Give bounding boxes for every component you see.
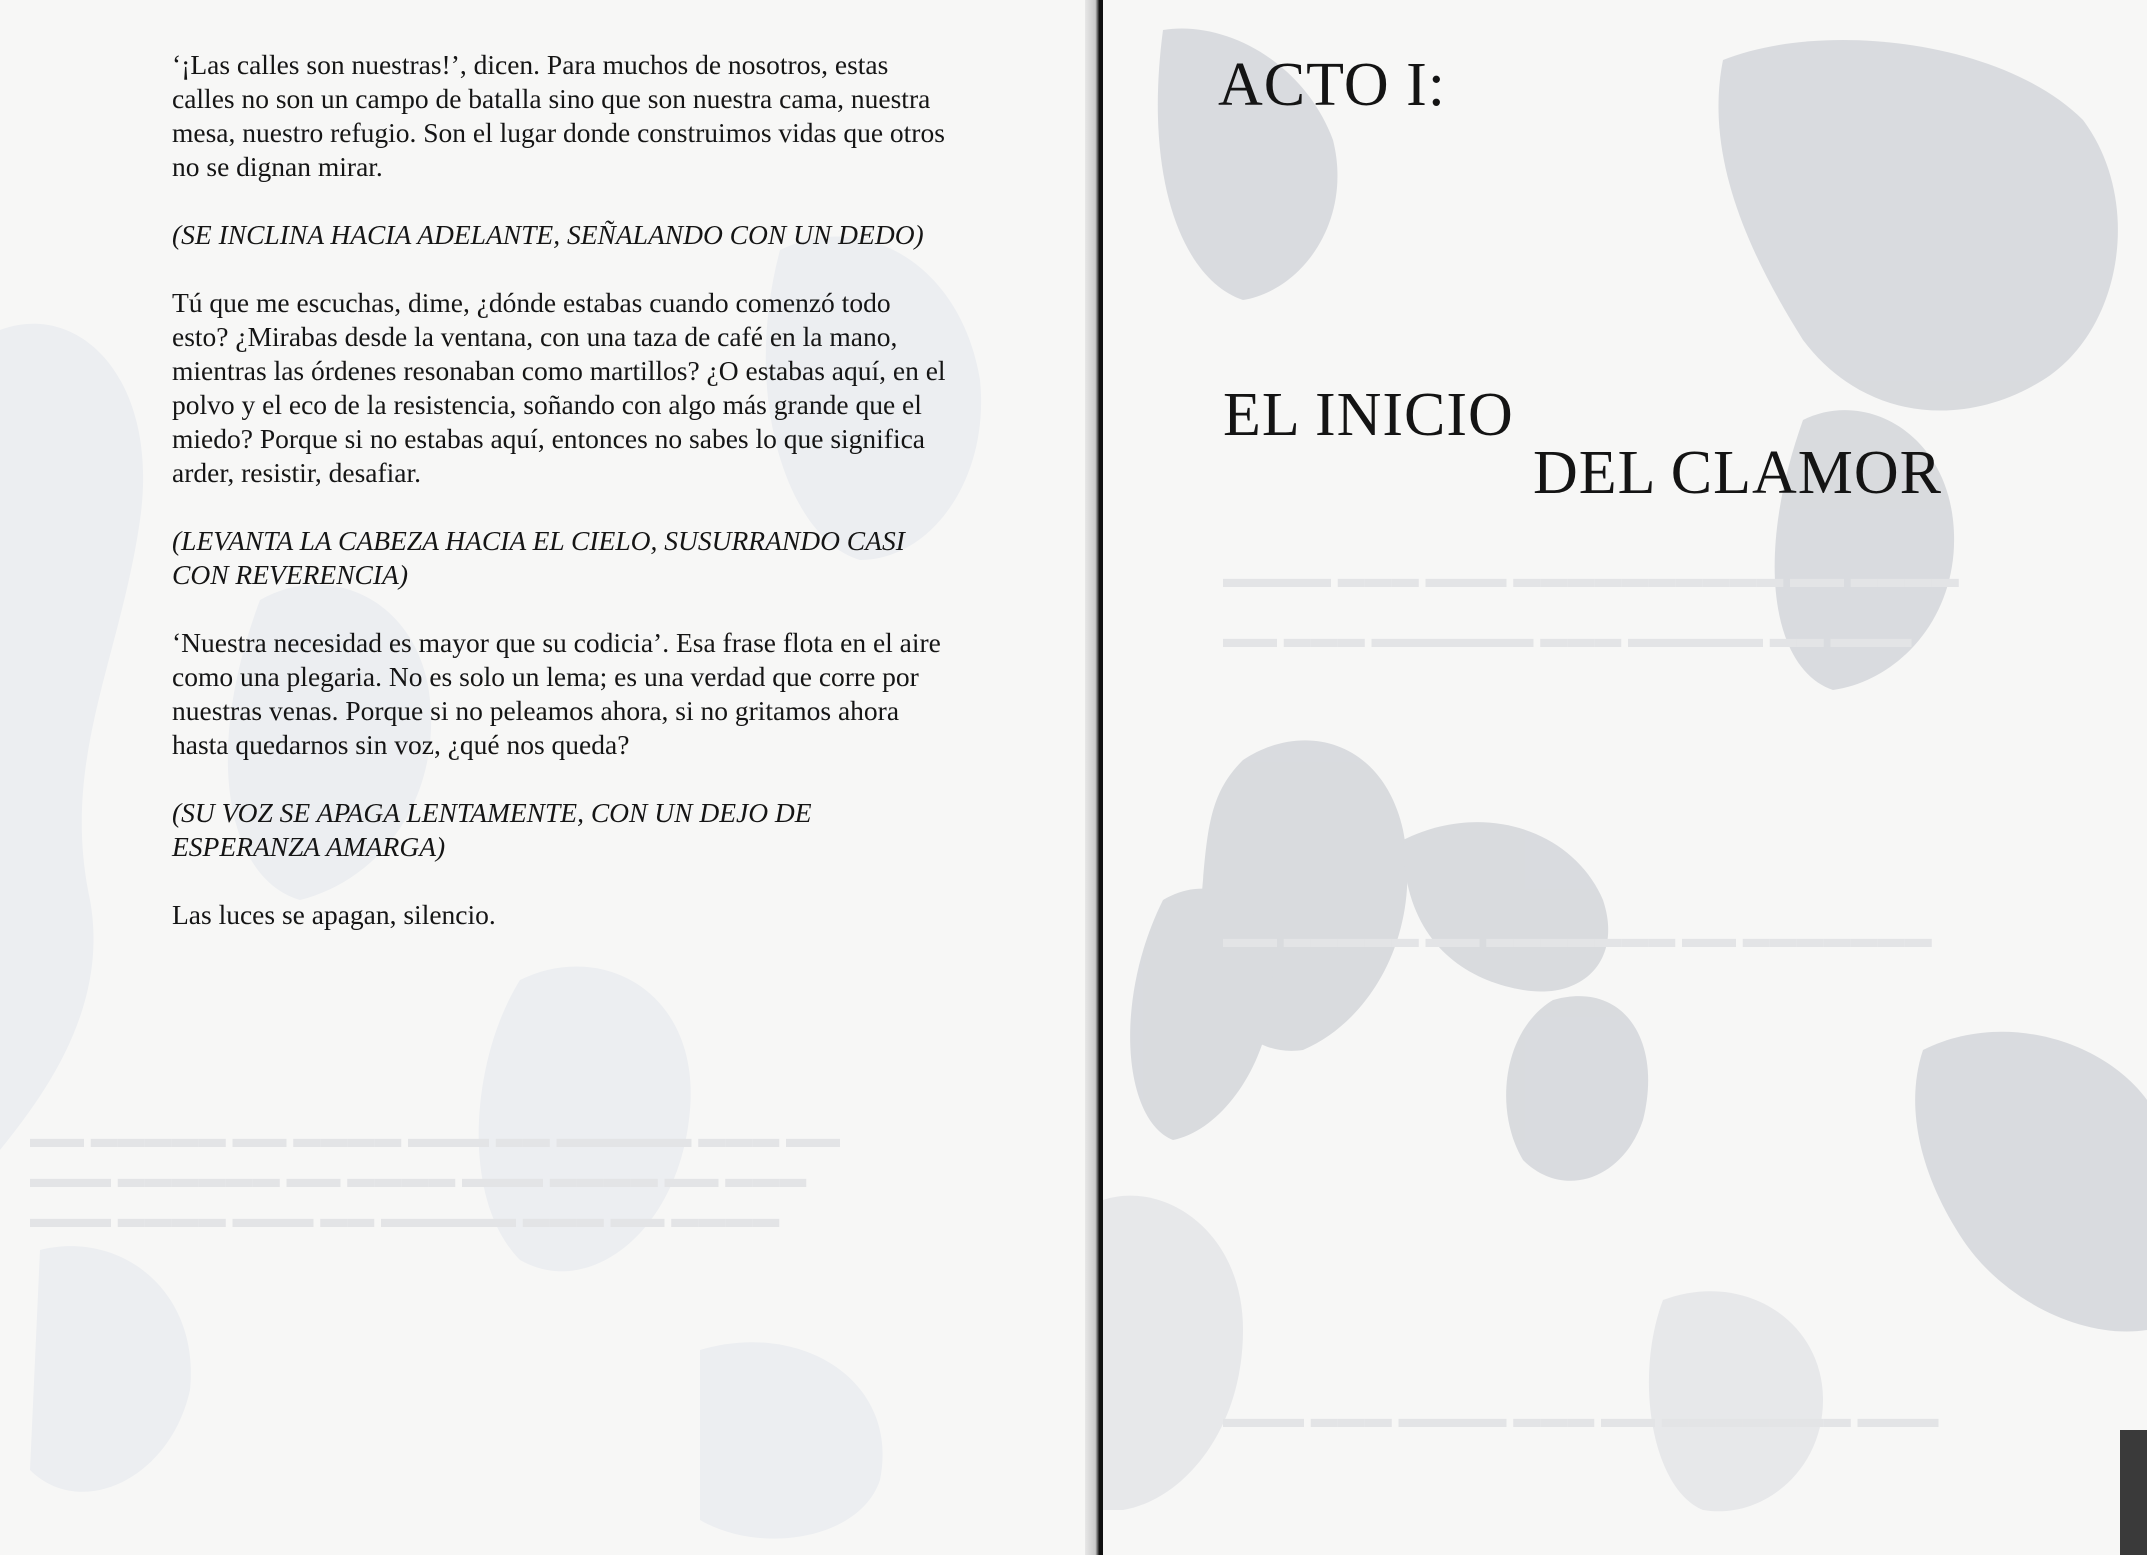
bleed-through-text: ▬▬▬▬▬▬▬ ▬▬ ▬▬▬▬▬▬▬ ▬▬ ▬▬▬▬▬ ▬▬ xyxy=(1223,923,1932,953)
right-page xyxy=(1103,0,2147,1555)
bleed-through-text: ▬▬▬▬ ▬▬ ▬▬▬▬▬▬▬▬▬▬ ▬▬▬ ▬▬▬ ▬▬▬▬ xyxy=(1223,563,1959,593)
dialogue-paragraph: Las luces se apagan, silencio. xyxy=(172,899,496,930)
bleed-through-text: ▬▬ ▬▬▬ ▬▬▬▬▬ ▬▬ ▬▬▬ ▬▬▬▬ ▬▬ ▬▬▬▬▬ ▬▬ xyxy=(30,1123,840,1153)
stage-direction: (LEVANTA LA CABEZA HACIA EL CIELO, SUSURRANDO CASI CON REVERENCIA) xyxy=(172,525,905,590)
bleed-through-text: ▬▬▬▬ ▬▬ ▬▬▬ ▬▬▬▬▬ ▬▬ ▬▬▬ ▬▬▬▬ ▬▬▬ xyxy=(30,1203,780,1233)
dialogue-paragraph: ‘¡Las calles son nuestras!’, dicen. Para muchos de nosotros, estas calles no son un campo de batalla sino que son nuestra cama, nuestra mesa, nuestro refugio. Son el lugar donde construimos vidas que otros no se dignan mirar. xyxy=(172,49,945,182)
act-title-line-2: DEL CLAMOR xyxy=(1533,439,1942,507)
left-page-text xyxy=(172,48,952,966)
dialogue-paragraph: ‘Nuestra necesidad es mayor que su codicia’. Esa frase flota en el aire como una plegaria. No es solo un lema; es una verdad que corre por nuestras venas. Porque si no peleamos ahora, si no gritamos ahora hasta quedarnos sin voz, ¿qué nos queda? xyxy=(172,627,941,760)
dancer-silhouette-art xyxy=(1103,0,2147,1555)
bleed-through-text: ▬▬▬ ▬▬ ▬▬▬▬▬ ▬▬▬ ▬▬▬▬▬▬ ▬▬▬ ▬▬ xyxy=(1223,623,1912,653)
dialogue-paragraph: Tú que me escuchas, dime, ¿dónde estabas cuando comenzó todo esto? ¿Mirabas desde la ventana, con una taza de café en la mano, mientras las órdenes resonaban como martillos? ¿O estabas aquí, en el polvo y el eco de la resistencia, soñando con algo más grande que el miedo? Porque si no estabas aquí, entonces no sabes lo que significa arder, resistir, desafiar. xyxy=(172,287,946,488)
bleed-through-text: ▬▬▬ ▬▬ ▬▬▬▬ ▬▬▬ ▬▬▬▬ ▬▬ ▬▬▬▬▬▬ ▬▬▬ xyxy=(30,1163,807,1193)
stage-direction: (SU VOZ SE APAGA LENTAMENTE, CON UN DEJO DE ESPERANZA AMARGA) xyxy=(172,797,812,862)
bleed-through-text: ▬▬▬ ▬▬▬▬▬▬▬ ▬▬ ▬▬▬ ▬▬▬▬ ▬▬▬ ▬▬▬ xyxy=(1223,1403,1939,1433)
stage-direction: (SE INCLINA HACIA ADELANTE, SEÑALANDO CON UN DEDO) xyxy=(172,219,924,250)
act-label: ACTO I: xyxy=(1218,51,1447,119)
page-edge xyxy=(2120,1430,2147,1555)
act-title-line-1: EL INICIO xyxy=(1223,381,1514,449)
